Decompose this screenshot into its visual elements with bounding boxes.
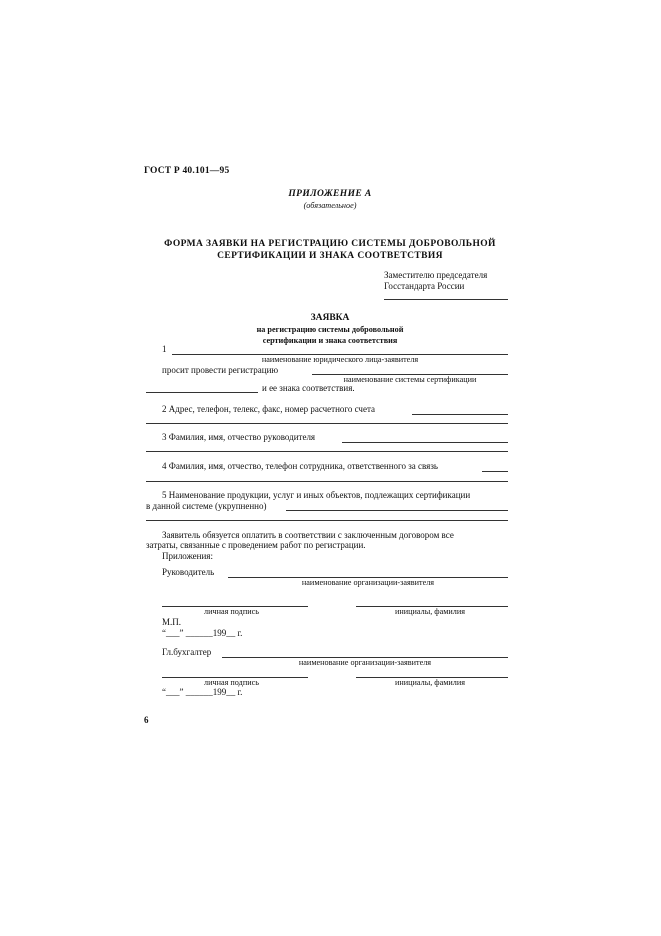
address-continuation-input[interactable]: [146, 413, 508, 423]
head-label: Руководитель: [162, 567, 215, 577]
head-signature-input[interactable]: [162, 596, 308, 606]
item5-line-b: [146, 520, 508, 521]
accountant-initials-input[interactable]: [356, 667, 508, 677]
item2-line-b: [146, 423, 508, 424]
head-caption-signature: личная подпись: [204, 607, 259, 616]
item4-line-b: [146, 481, 508, 482]
item1-tail-text: и ее знака соответствия.: [262, 383, 355, 393]
addressee-line1: Заместителю председателя: [384, 270, 488, 280]
page-number: 6: [144, 715, 149, 725]
application-title: ЗАЯВКА: [310, 313, 350, 323]
accountant-caption-signature: личная подпись: [204, 678, 259, 687]
item1-caption-system-name: наименование системы сертификации: [343, 375, 477, 384]
products-continuation-input[interactable]: [146, 510, 508, 520]
obligation-line1: Заявитель обязуется оплатить в соответствии с заключенным договором все: [162, 530, 454, 540]
accountant-date: “___” ______199__ г.: [162, 687, 243, 697]
system-name-input[interactable]: [312, 364, 508, 374]
item3-line-b: [146, 451, 508, 452]
accountant-signature-input[interactable]: [162, 667, 308, 677]
application-subtitle2: сертификации и знака соответствия: [262, 336, 398, 345]
contact-person-continuation-input[interactable]: [146, 471, 508, 481]
item2-text: 2 Адрес, телефон, телекс, факс, номер расчетного счета: [162, 404, 375, 414]
item5-line2: в данной системе (укрупненно): [146, 501, 267, 511]
accountant-label: Гл.бухгалтер: [162, 647, 212, 657]
form-title-line1: ФОРМА ЗАЯВКИ НА РЕГИСТРАЦИЮ СИСТЕМЫ ДОБРОВОЛЬНОЙ: [164, 239, 496, 249]
accountant-caption-org: наименование организации-заявителя: [298, 658, 432, 667]
attachments-label: Приложения:: [162, 551, 213, 561]
head-caption-org: наименование организации-заявителя: [301, 578, 435, 587]
contact-person-input[interactable]: [482, 461, 508, 471]
products-input[interactable]: [286, 500, 508, 510]
addressee-name-line: [384, 299, 508, 300]
head-caption-initials: инициалы, фамилия: [395, 607, 466, 616]
form-title-line2: СЕРТИФИКАЦИИ И ЗНАКА СООТВЕТСТВИЯ: [217, 251, 443, 261]
accountant-org-input[interactable]: [222, 647, 508, 657]
head-date: “___” ______199__ г.: [162, 628, 243, 638]
item3-text: 3 Фамилия, имя, отчество руководителя: [162, 432, 316, 442]
applicant-name-input[interactable]: [172, 344, 508, 354]
head-org-input[interactable]: [228, 567, 508, 577]
item1-request-text: просит провести регистрацию: [162, 365, 279, 375]
system-name-continuation-input[interactable]: [146, 382, 258, 392]
appendix-title: ПРИЛОЖЕНИЕ А: [288, 189, 372, 199]
stamp-label: М.П.: [162, 617, 182, 627]
document-code: ГОСТ Р 40.101—95: [144, 166, 230, 176]
director-name-continuation-input[interactable]: [146, 441, 508, 451]
item1-system-name-continuation-line: [146, 392, 258, 393]
addressee-line2: Госстандарта России: [384, 281, 465, 291]
item1-number: 1: [162, 344, 167, 354]
head-initials-input[interactable]: [356, 596, 508, 606]
item4-text: 4 Фамилия, имя, отчество, телефон сотрудника, ответственного за связь: [162, 461, 438, 471]
item5-line1: 5 Наименование продукции, услуг и иных объектов, подлежащих сертификации: [162, 490, 471, 500]
item1-caption-legal-entity: наименование юридического лица-заявителя: [261, 355, 419, 364]
appendix-note: (обязательное): [303, 201, 357, 210]
obligation-line2: затраты, связанные с проведением работ по регистрации.: [146, 540, 366, 550]
accountant-caption-initials: инициалы, фамилия: [395, 678, 466, 687]
application-subtitle1: на регистрацию системы добровольной: [256, 325, 404, 334]
